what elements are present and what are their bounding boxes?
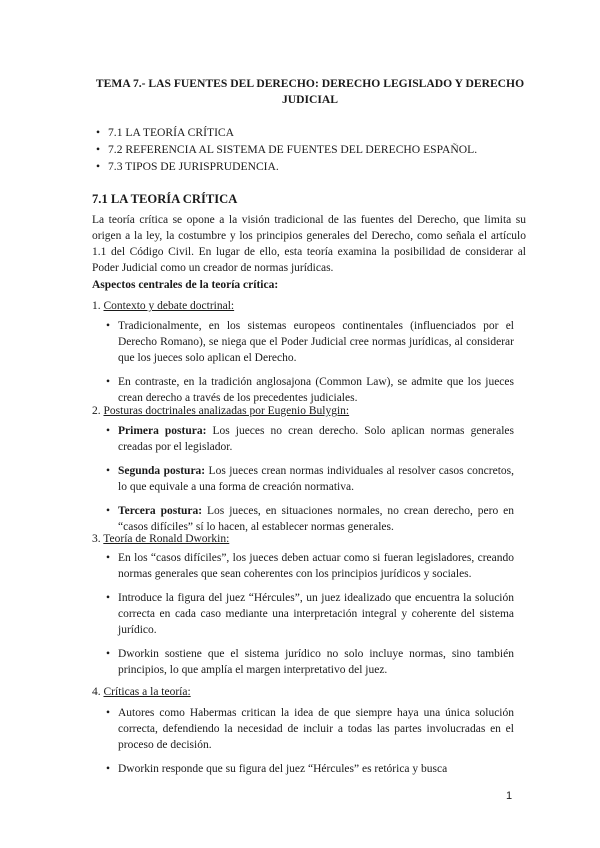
list-item bbox=[106, 423, 514, 455]
section-heading: 7.1 LA TEORÍA CRÍTICA bbox=[92, 192, 238, 206]
section-number: 2. bbox=[92, 405, 101, 417]
item-text: Tradicionalmente, en los sistemas europeos continentales (influenciados por el Derecho Romano), se niega que el Poder Judicial cree normas jurídicas, al considerar que los jueces solo aplican el Derecho. bbox=[118, 320, 514, 364]
section-3-heading bbox=[92, 531, 229, 547]
section-1-list bbox=[106, 318, 514, 406]
item-text: Dworkin sostiene que el sistema jurídico no solo incluye normas, sino también principios, lo que amplía el margen interpretativo del juez. bbox=[118, 648, 514, 676]
table-of-contents bbox=[96, 124, 477, 175]
item-text: Los jueces crean normas individuales al resolver casos concretos, lo que equivale a una forma de creación normativa. bbox=[118, 465, 514, 493]
section-number: 4. bbox=[92, 686, 101, 698]
item-text: Introduce la figura del juez “Hércules”, un juez idealizado que encuentra la solución correcta en cada caso mediante una interpretación integral y coherente del sistema jurídico. bbox=[118, 592, 514, 636]
toc-item: • 7.1 LA TEORÍA CRÍTICA bbox=[96, 124, 477, 141]
item-text: Los jueces no crean derecho. Solo aplican normas generales creadas por el legislador. bbox=[118, 425, 514, 453]
section-2-list bbox=[106, 423, 514, 535]
section-label: Posturas doctrinales analizadas por Eugenio Bulygin: bbox=[103, 405, 350, 417]
list-item bbox=[106, 705, 514, 753]
section-label: Teoría de Ronald Dworkin: bbox=[103, 533, 230, 545]
section-4-heading bbox=[92, 684, 191, 700]
section-2-heading bbox=[92, 403, 349, 419]
section-number: 1. bbox=[92, 300, 101, 312]
section-1-heading bbox=[92, 298, 234, 314]
list-item bbox=[106, 374, 514, 406]
item-bold: Tercera postura: bbox=[118, 505, 203, 517]
item-bold: Segunda postura: bbox=[118, 465, 206, 477]
list-item bbox=[106, 318, 514, 366]
document-title: TEMA 7.- LAS FUENTES DEL DERECHO: DERECHO LEGISLADO Y DERECHO JUDICIAL bbox=[95, 77, 525, 106]
item-text: Dworkin responde que su figura del juez “Hércules” es retórica y busca bbox=[118, 763, 448, 775]
list-item bbox=[106, 761, 514, 777]
toc-item: • 7.3 TIPOS DE JURISPRUDENCIA. bbox=[96, 158, 477, 175]
item-bold: Primera postura: bbox=[118, 425, 207, 437]
subheading: Aspectos centrales de la teoría crítica: bbox=[92, 279, 279, 291]
section-label: Críticas a la teoría: bbox=[103, 686, 191, 698]
list-item bbox=[106, 463, 514, 495]
page-number: 1 bbox=[506, 790, 513, 802]
toc-item: • 7.2 REFERENCIA AL SISTEMA DE FUENTES DEL DERECHO ESPAÑOL. bbox=[96, 141, 477, 158]
item-text: En los “casos difíciles”, los jueces deben actuar como si fueran legisladores, creando normas generales que sean coherentes con los principios jurídicos y sociales. bbox=[118, 552, 514, 580]
item-text: En contraste, en la tradición anglosajona (Common Law), se admite que los jueces crean derecho a través de los precedentes judiciales. bbox=[118, 376, 514, 404]
section-4-list bbox=[106, 705, 514, 777]
section-3-list bbox=[106, 550, 514, 678]
item-text: Autores como Habermas critican la idea de que siempre haya una única solución correcta, defendiendo la necesidad de incluir a todas las partes involucradas en el proceso de decisión. bbox=[118, 707, 514, 751]
list-item bbox=[106, 590, 514, 638]
item-text: Los jueces, en situaciones normales, no crean derecho, pero en “casos difíciles” sí lo hacen, al establecer normas generales. bbox=[118, 505, 514, 533]
intro-paragraph: La teoría crítica se opone a la visión tradicional de las fuentes del Derecho, que limita su origen a la ley, la costumbre y los principios generales del Derecho, como señala el artículo 1.1 del Código Civil. En lugar de ello, esta teoría examina la posibilidad de considerar al Poder Judicial como un creador de normas jurídicas. bbox=[92, 214, 526, 274]
list-item bbox=[106, 646, 514, 678]
list-item bbox=[106, 550, 514, 582]
section-label: Contexto y debate doctrinal: bbox=[103, 300, 235, 312]
section-number: 3. bbox=[92, 533, 101, 545]
